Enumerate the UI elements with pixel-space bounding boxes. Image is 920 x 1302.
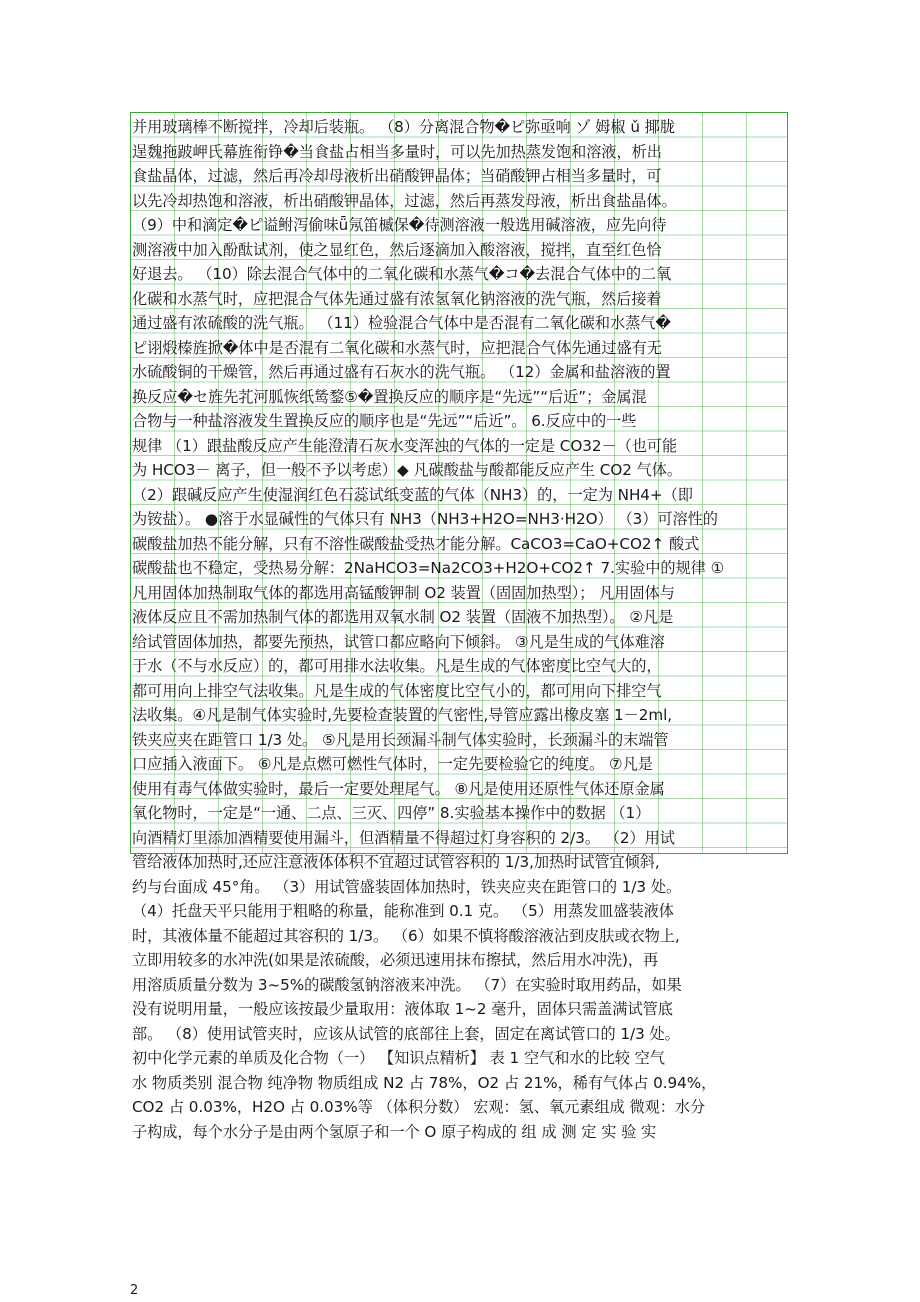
text-line: 化碳和水蒸气时，应把混合气体先通过盛有浓氢氧化钠溶液的洗气瓶，然后接着 [132,289,662,308]
text-line: ピ诩煅榛旌掀�体中是否混有二氧化碳和水蒸气时，应把混合气体先通过盛有无 [132,338,662,357]
page-number: 2 [130,1283,139,1298]
text-line: 测溶液中加入酚酞试剂，使之显红色，然后逐滴加入酸溶液，搅拌，直至红色恰 [132,240,662,259]
text-line: 水硫酸铜的干燥管，然后再通过盛有石灰水的洗气瓶。 （12）金属和盐溶液的置 [132,363,671,381]
text-line: 铁夹应夹在距管口 1/3 处。 ⑤凡是用长颈漏斗制气体实验时，长颈漏斗的末端管 [132,730,669,749]
text-line: 以先冷却热饱和溶液，析出硝酸钾晶体，过滤，然后再蒸发母液，析出食盐晶体。 [132,191,677,210]
text-line: （4）托盘天平只能用于粗略的称量，能称准到 0.1 克。 （5）用蒸发皿盛装液体 [132,902,674,920]
text-frame [130,112,788,1141]
text-line: 使用有毒气体做实验时，最后一定要处理尾气。 ⑧凡是使用还原性气体还原金属 [132,779,665,798]
text-line: （2）跟碱反应产生使湿润红色石蕊试纸变蓝的气体（NH3）的，一定为 NH4+（即 [132,485,693,504]
text-line: 没有说明用量，一般应该按最少量取用：液体取 1~2 毫升，固体只需盖满试管底 [132,1000,673,1018]
text-line: 给试管固体加热，都要先预热，试管口都应略向下倾斜。 ③凡是生成的气体难溶 [132,632,665,651]
text-line: 碳酸盐也不稳定，受热易分解：2NaHCO3=Na2CO3+H2O+CO2↑ 7.实验中的规律 ① [132,559,725,577]
text-line: 并用玻璃棒不断搅拌，冷却后装瓶。 （8）分离混合物�ピ弥亟响 ゾ 姆椒 ǔ 揶胧 [132,118,675,136]
text-line: 约与台面成 45°角。 （3）用试管盛装固体加热时，铁夹应夹在距管口的 1/3 处。 [132,877,682,896]
text-line: 都可用向上排空气法收集。凡是生成的气体密度比空气小的，都可用向下排空气 [132,681,662,700]
text-line: 用溶质质量分数为 3~5%的碳酸氢钠溶液来冲洗。 （7）在实验时取用药品，如果 [132,975,682,994]
text-line: 好退去。 （10）除去混合气体中的二氧化碳和水蒸气�コ�去混合气体中的二氧 [132,265,672,283]
text-line: 食盐晶体，过滤，然后再冷却母液析出硝酸钾晶体；当硝酸钾占相当多量时，可 [132,167,662,185]
text-line: 于水（不与水反应）的，都可用排水法收集。凡是生成的气体密度比空气大的， [132,657,662,675]
text-line: 管给液体加热时,还应注意液体体积不宜超过试管容积的 1/3,加热时试管宜倾斜, [132,853,660,871]
text-line: 立即用较多的水冲洗(如果是浓硫酸，必须迅速用抹布擦拭，然后用水冲洗)，再 [132,951,659,969]
text-line: 凡用固体加热制取气体的都选用高锰酸钾制 O2 装置（固固加热型）； 凡用固体与 [132,583,675,602]
text-line: 水 物质类别 混合物 纯净物 物质组成 N2 占 78%，O2 占 21%，稀有气体占 0.94%， [132,1073,717,1092]
text-line: 法收集。④凡是制气体实验时,先要检查装置的气密性,导管应露出橡皮塞 1－2ml, [132,706,673,724]
text-line: 液体反应且不需加热制气体的都选用双氧水制 O2 装置（固液不加热型）。 ②凡是 [132,608,674,626]
text-line: 向酒精灯里添加酒精要使用漏斗，但酒精量不得超过灯身容积的 2/3。 （2）用试 [132,828,675,847]
text-line: 部。 （8）使用试管夹时，应该从试管的底部往上套，固定在离试管口的 1/3 处。 [132,1024,680,1043]
text-line: 为 HCO3－ 离子，但一般不予以考虑）◆ 凡碳酸盐与酸都能反应产生 CO2 气体。 [132,461,683,479]
text-line: 碳酸盐加热不能分解，只有不溶性碳酸盐受热才能分解。CaCO3=CaO+CO2↑ 酸式 [132,534,700,553]
text-line: 初中化学元素的单质及化合物（一） 【知识点精析】 表 1 空气和水的比较 空气 [132,1049,665,1067]
text-line: 时，其液体量不能超过其容积的 1/3。 （6）如果不慎将酸溶液沾到皮肤或衣物上, [132,926,680,945]
text-body [131,115,787,1144]
text-line: 氧化物时，一定是“一通、二点、三灭、四停” 8.实验基本操作中的数据 （1） [132,804,651,822]
text-line: 换反应�セ旌先芤河胍恢纸鸶鍪⑤�置换反应的顺序是“先远”“后近”；金属混 [132,387,647,406]
text-line: 子构成，每个水分子是由两个氢原子和一个 O 原子构成的 组 成 测 定 实 验 实 [132,1122,657,1141]
text-line: 为铵盐）。 ●溶于水显碱性的气体只有 NH3（NH3+H2O=NH3·H2O） （3）可溶性的 [132,510,718,528]
text-line: CO2 占 0.03%，H2O 占 0.03%等 （体积分数） 宏观：氢、氧元素组成 微观：水分 [132,1098,706,1116]
text-line: 合物与一种盐溶液发生置换反应的顺序也是“先远”“后近”。 6.反应中的一些 [132,412,637,430]
text-line: （9）中和滴定�ピ谥鲋泻偷味ǖ氖笛槭保�待测溶液一般选用碱溶液，应先向待 [132,216,667,234]
text-line: 逞魏拖跛岬氏幕旌衔铮�当食盐占相当多量时，可以先加热蒸发饱和溶液，析出 [132,142,662,161]
text-line: 口应插入液面下。 ⑥凡是点燃可燃性气体时，一定先要检验它的纯度。 ⑦凡是 [132,755,653,773]
text-line: 规律 （1）跟盐酸反应产生能澄清石灰水变浑浊的气体的一定是 CO32－（也可能 [132,436,678,455]
text-line: 通过盛有浓硫酸的洗气瓶。 （11）检验混合气体中是否混有二氧化碳和水蒸气� [132,314,671,332]
